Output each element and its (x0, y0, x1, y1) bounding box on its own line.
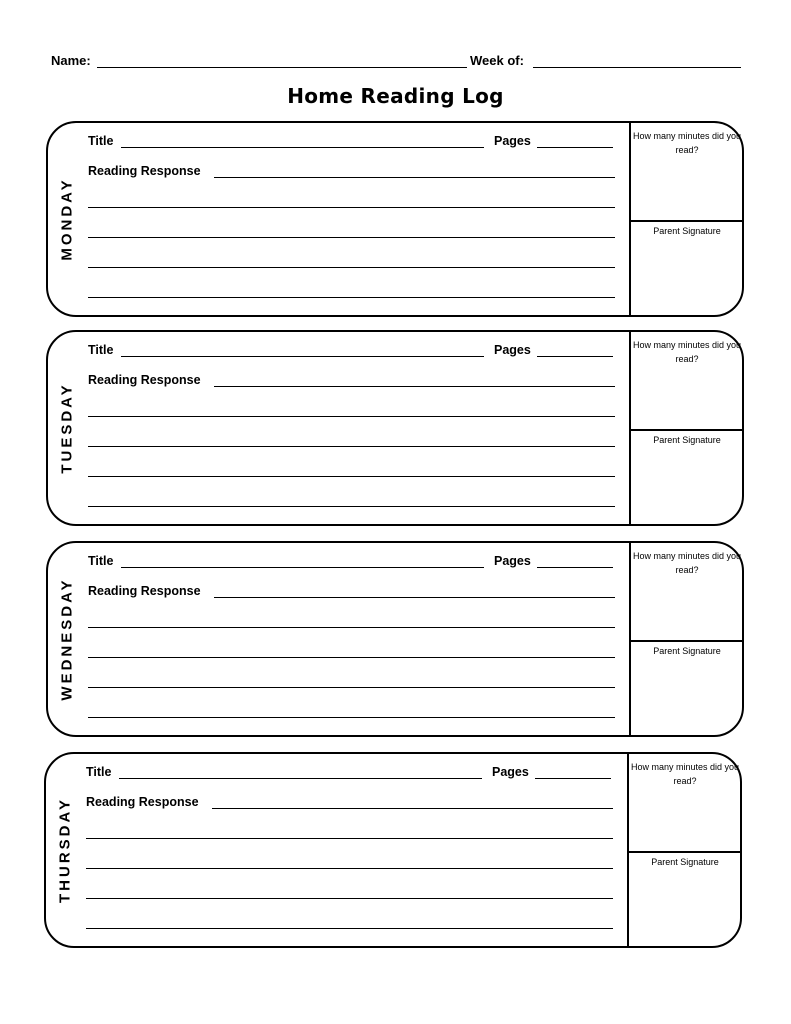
response-line[interactable] (88, 207, 615, 208)
response-line[interactable] (88, 506, 615, 507)
day-label-container (48, 543, 86, 735)
day-label: WEDNESDAY (58, 577, 76, 701)
student-header (51, 52, 741, 70)
day-label: MONDAY (58, 177, 76, 261)
response-line[interactable] (214, 177, 615, 178)
day-card-wednesday (46, 541, 744, 737)
title-label: Title (88, 134, 114, 148)
side-panel-separator (629, 640, 743, 642)
response-line[interactable] (214, 597, 615, 598)
page-title: Home Reading Log (287, 84, 504, 108)
pages-field[interactable] (537, 567, 613, 568)
title-label: Title (88, 554, 114, 568)
response-label: Reading Response (86, 795, 199, 809)
pages-field[interactable] (537, 356, 613, 357)
side-panel-separator (627, 851, 741, 853)
title-field[interactable] (121, 567, 484, 568)
day-label-container (48, 332, 86, 524)
response-line[interactable] (88, 717, 615, 718)
response-line[interactable] (88, 446, 615, 447)
response-label: Reading Response (88, 164, 201, 178)
title-label: Title (86, 765, 112, 779)
parent-signature-label: Parent Signature (653, 435, 721, 445)
name-label: Name: (51, 53, 91, 68)
parent-signature-label: Parent Signature (651, 857, 719, 867)
response-line[interactable] (88, 476, 615, 477)
day-label: THURSDAY (56, 797, 74, 903)
minutes-prompt: How many minutes did you read? (632, 551, 742, 575)
response-line[interactable] (86, 868, 613, 869)
week-label: Week of: (470, 53, 524, 68)
pages-label: Pages (494, 554, 531, 568)
title-label: Title (88, 343, 114, 357)
minutes-prompt: How many minutes did you read? (632, 340, 742, 364)
response-line[interactable] (88, 416, 615, 417)
day-card-monday (46, 121, 744, 317)
day-label-container (46, 754, 84, 946)
response-line[interactable] (88, 657, 615, 658)
response-line[interactable] (86, 898, 613, 899)
response-label: Reading Response (88, 584, 201, 598)
pages-field[interactable] (535, 778, 611, 779)
day-card-thursday (44, 752, 742, 948)
response-line[interactable] (88, 267, 615, 268)
minutes-prompt: How many minutes did you read? (632, 131, 742, 155)
response-line[interactable] (88, 627, 615, 628)
day-label-container (48, 123, 86, 315)
response-line[interactable] (86, 838, 613, 839)
week-field[interactable] (533, 67, 741, 68)
side-panel-separator (629, 220, 743, 222)
response-line[interactable] (88, 297, 615, 298)
response-line[interactable] (86, 928, 613, 929)
title-field[interactable] (121, 356, 484, 357)
response-label: Reading Response (88, 373, 201, 387)
title-field[interactable] (121, 147, 484, 148)
pages-label: Pages (494, 343, 531, 357)
parent-signature-label: Parent Signature (653, 226, 721, 236)
response-line[interactable] (212, 808, 613, 809)
response-line[interactable] (88, 687, 615, 688)
parent-signature-label: Parent Signature (653, 646, 721, 656)
response-line[interactable] (88, 237, 615, 238)
day-label: TUESDAY (58, 382, 76, 474)
name-field[interactable] (97, 67, 467, 68)
pages-label: Pages (494, 134, 531, 148)
title-field[interactable] (119, 778, 482, 779)
minutes-prompt: How many minutes did you read? (630, 762, 740, 786)
pages-field[interactable] (537, 147, 613, 148)
response-line[interactable] (214, 386, 615, 387)
pages-label: Pages (492, 765, 529, 779)
day-card-tuesday (46, 330, 744, 526)
side-panel-separator (629, 429, 743, 431)
